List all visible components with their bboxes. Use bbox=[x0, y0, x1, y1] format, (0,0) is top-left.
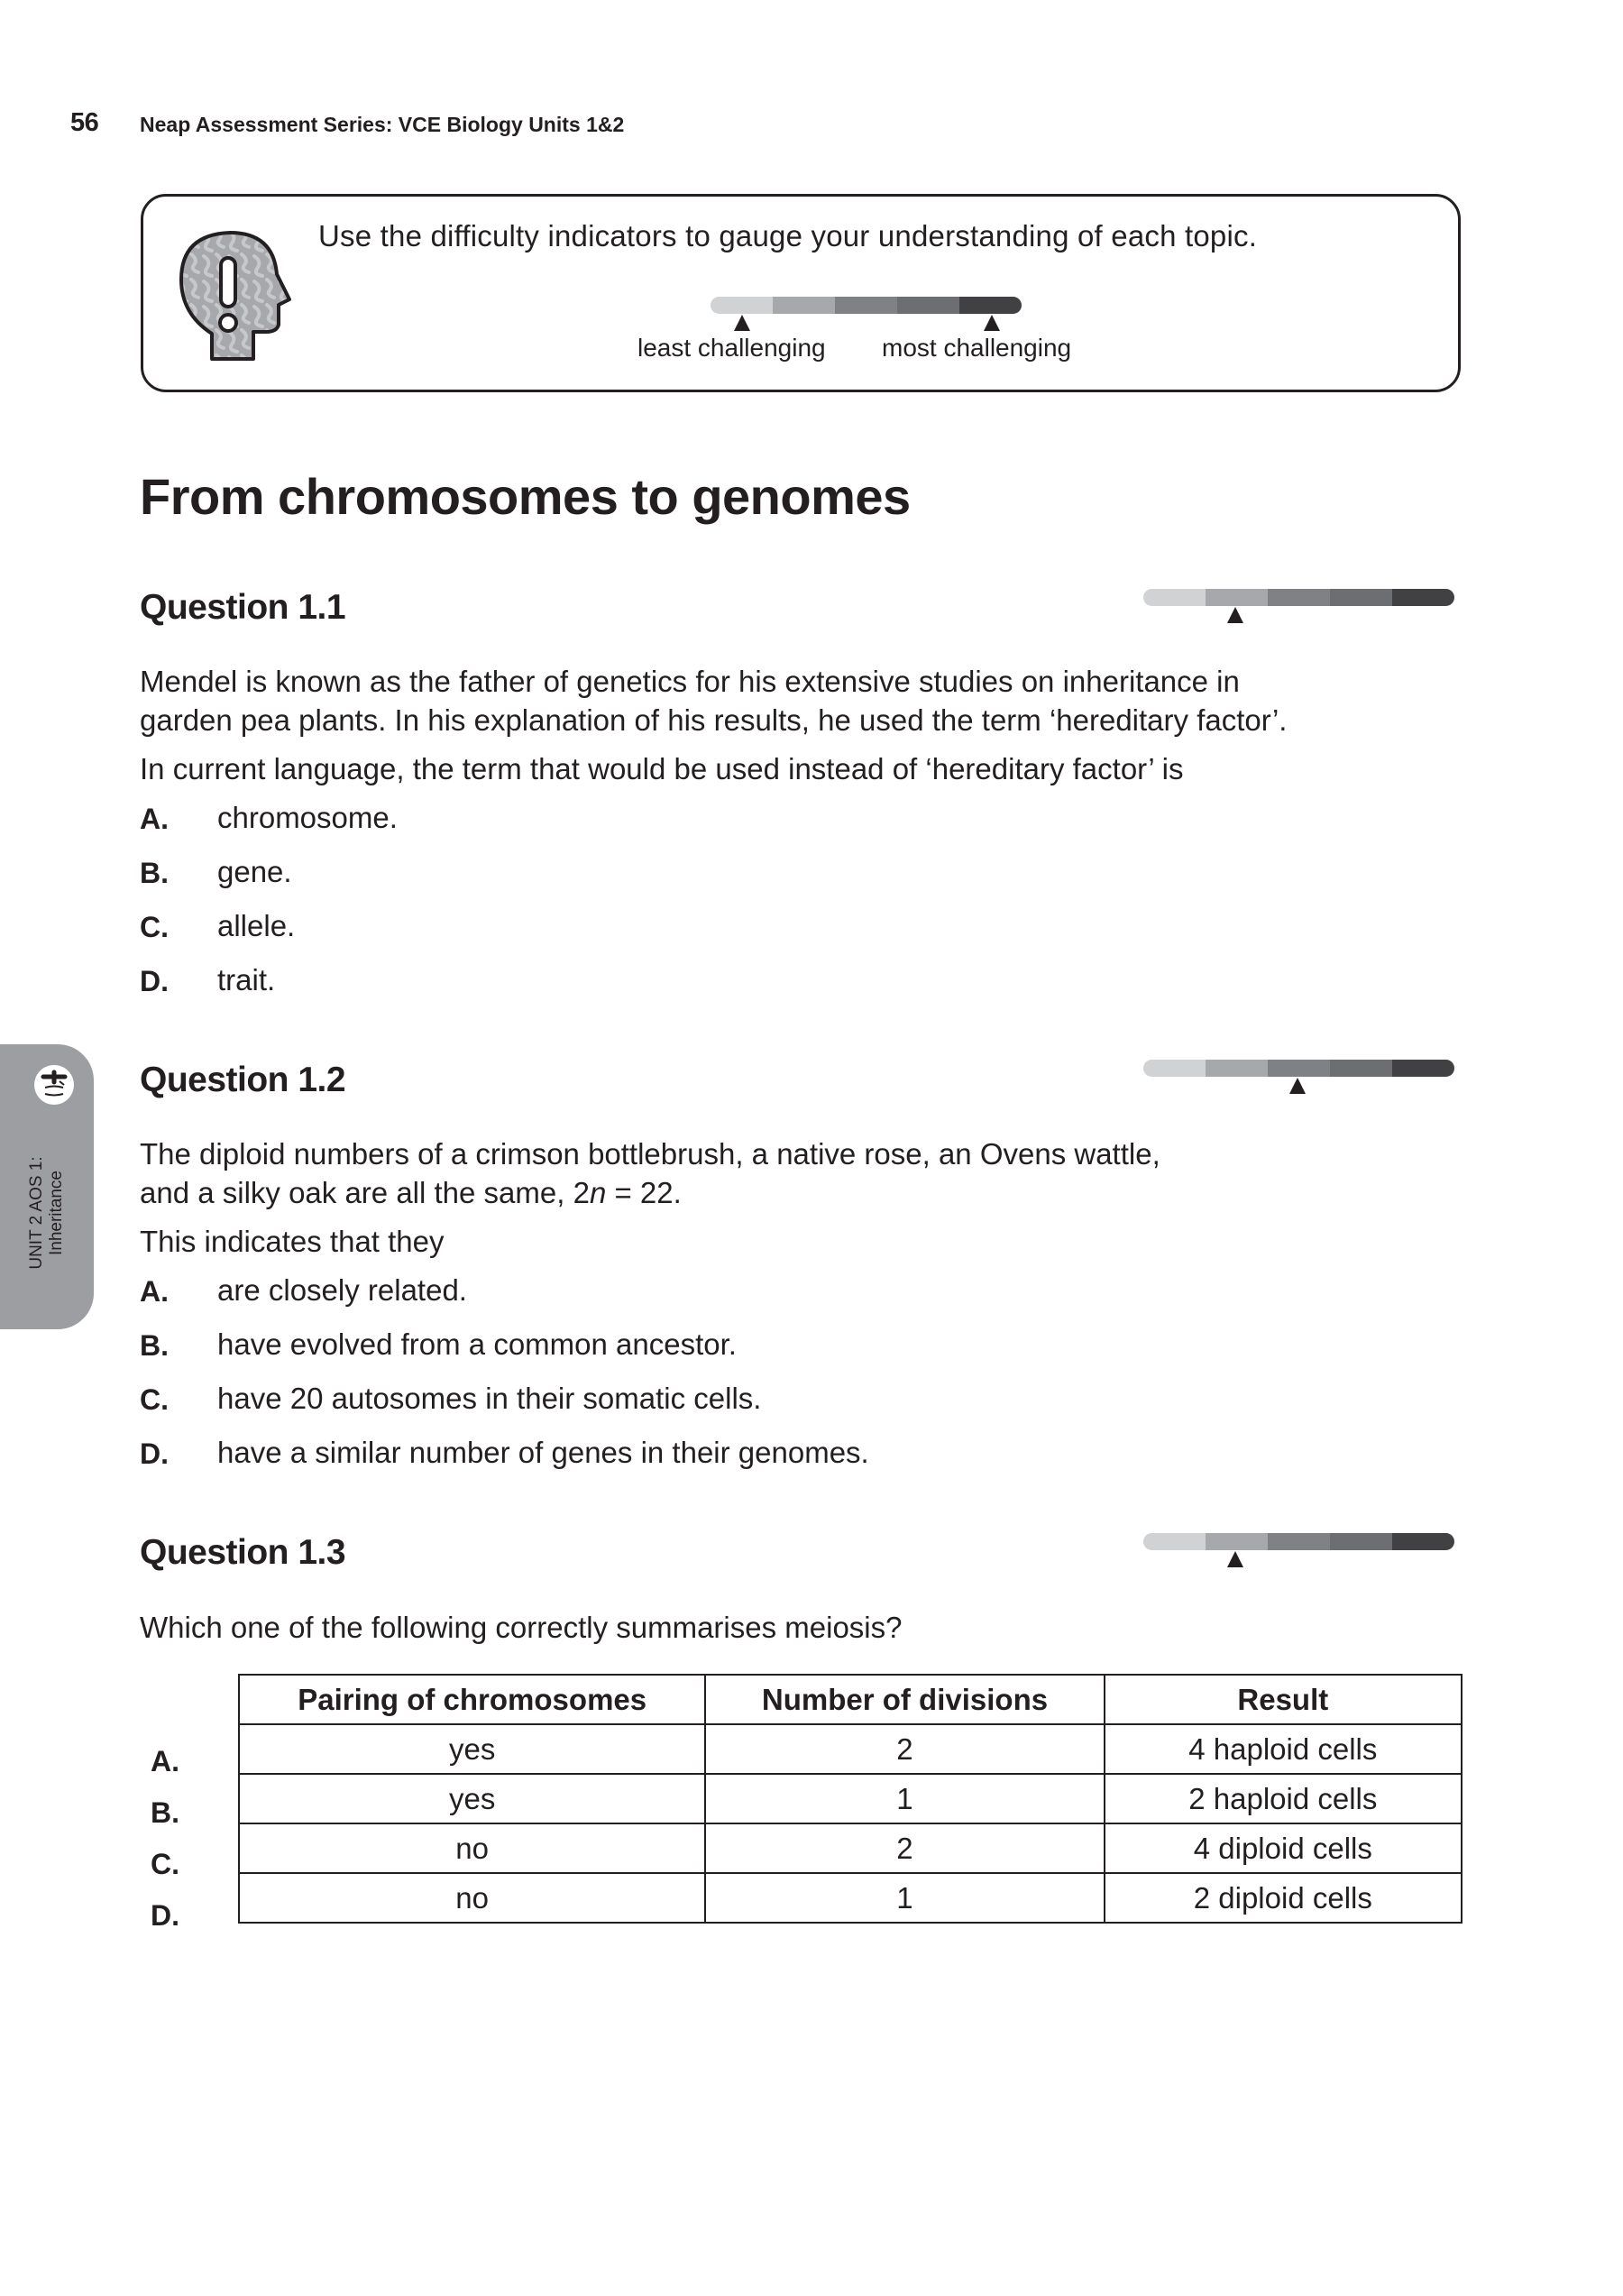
head-exclamation-icon bbox=[176, 227, 293, 361]
difficulty-arrow-icon bbox=[1227, 607, 1243, 623]
cell-divisions: 1 bbox=[705, 1873, 1104, 1923]
difficulty-segment-4 bbox=[897, 297, 959, 314]
option-b[interactable]: gene. bbox=[217, 855, 292, 888]
option-letter: A. bbox=[140, 1275, 169, 1308]
question-1-3-difficulty-bar bbox=[1143, 1533, 1454, 1550]
difficulty-segment-5 bbox=[959, 297, 1022, 314]
option-a[interactable]: chromosome. bbox=[217, 801, 398, 834]
stem-line: Mendel is known as the father of genetics for his extensive studies on inheritance in bbox=[140, 665, 1240, 698]
stem-line-2 bbox=[140, 1173, 1160, 1212]
difficulty-segment-4 bbox=[1330, 1060, 1392, 1077]
cell-divisions: 2 bbox=[705, 1724, 1104, 1774]
table-header-row bbox=[239, 1675, 1462, 1724]
cell-result: 2 haploid cells bbox=[1105, 1774, 1462, 1823]
least-arrow-icon bbox=[734, 315, 750, 331]
difficulty-segment-2 bbox=[1206, 1060, 1268, 1077]
header-divisions: Number of divisions bbox=[705, 1675, 1104, 1724]
table-row[interactable] bbox=[239, 1774, 1462, 1823]
question-1-1-prompt: In current language, the term that would be used instead of ‘hereditary factor’ is bbox=[140, 752, 1184, 785]
page-number: 56 bbox=[70, 108, 99, 137]
difficulty-arrow-icon bbox=[1289, 1078, 1306, 1094]
cell-divisions: 2 bbox=[705, 1823, 1104, 1873]
row-letter-c: C. bbox=[151, 1848, 179, 1880]
option-letter: C. bbox=[140, 1383, 169, 1416]
difficulty-segment-4 bbox=[1330, 589, 1392, 606]
option-letter: B. bbox=[140, 1329, 169, 1362]
difficulty-segment-3 bbox=[1268, 589, 1330, 606]
option-letter: C. bbox=[140, 911, 169, 943]
meiosis-options-table bbox=[238, 1674, 1463, 1924]
cell-result: 4 haploid cells bbox=[1105, 1724, 1462, 1774]
stem-text: and a silky oak are all the same, 2 bbox=[140, 1176, 590, 1209]
most-arrow-icon bbox=[984, 315, 1000, 331]
difficulty-segment-5 bbox=[1392, 1060, 1454, 1077]
option-c[interactable]: have 20 autosomes in their somatic cells. bbox=[217, 1382, 762, 1415]
option-letter: B. bbox=[140, 857, 169, 889]
difficulty-segment-1 bbox=[1143, 1533, 1206, 1550]
header-result: Result bbox=[1105, 1675, 1462, 1724]
difficulty-legend-bar bbox=[711, 297, 1022, 314]
cell-pairing: no bbox=[239, 1823, 705, 1873]
question-1-3-title: Question 1.3 bbox=[140, 1533, 346, 1572]
most-challenging-label: most challenging bbox=[882, 334, 1072, 362]
question-1-1-difficulty-bar bbox=[1143, 589, 1454, 606]
option-letter: D. bbox=[140, 1437, 169, 1470]
stem-italic-n: n bbox=[589, 1176, 607, 1209]
row-letter-d: D. bbox=[151, 1899, 179, 1932]
side-tab-label bbox=[0, 1145, 94, 1281]
difficulty-segment-3 bbox=[1268, 1533, 1330, 1550]
cell-result: 4 diploid cells bbox=[1105, 1823, 1462, 1873]
option-d[interactable]: trait. bbox=[217, 963, 276, 996]
difficulty-segment-1 bbox=[1143, 1060, 1206, 1077]
cell-pairing: yes bbox=[239, 1774, 705, 1823]
difficulty-segment-5 bbox=[1392, 1533, 1454, 1550]
question-1-2-title: Question 1.2 bbox=[140, 1061, 346, 1099]
table-row[interactable] bbox=[239, 1724, 1462, 1774]
option-letter: A. bbox=[140, 803, 169, 835]
option-b[interactable]: have evolved from a common ancestor. bbox=[217, 1327, 737, 1361]
cell-pairing: no bbox=[239, 1873, 705, 1923]
difficulty-segment-5 bbox=[1392, 589, 1454, 606]
question-1-2-difficulty-bar bbox=[1143, 1060, 1454, 1077]
option-a[interactable]: are closely related. bbox=[217, 1273, 467, 1307]
question-1-1-title: Question 1.1 bbox=[140, 588, 346, 627]
running-title: Neap Assessment Series: VCE Biology Units 1&2 bbox=[140, 113, 625, 136]
difficulty-segment-1 bbox=[711, 297, 773, 314]
table-row[interactable] bbox=[239, 1823, 1462, 1873]
stem-line: garden pea plants. In his explanation of his results, he used the term ‘hereditary factor’. bbox=[140, 703, 1288, 737]
cell-pairing: yes bbox=[239, 1724, 705, 1774]
table-row[interactable] bbox=[239, 1873, 1462, 1923]
side-tab-topic: Inheritance bbox=[47, 1171, 66, 1256]
intro-text: Use the difficulty indicators to gauge your understanding of each topic. bbox=[318, 219, 1258, 253]
difficulty-segment-3 bbox=[1268, 1060, 1330, 1077]
option-d[interactable]: have a similar number of genes in their genomes. bbox=[217, 1436, 869, 1469]
row-letter-a: A. bbox=[151, 1745, 179, 1777]
question-1-3-prompt: Which one of the following correctly summarises meiosis? bbox=[140, 1611, 903, 1644]
difficulty-segment-4 bbox=[1330, 1533, 1392, 1550]
header-pairing: Pairing of chromosomes bbox=[239, 1675, 705, 1724]
difficulty-segment-2 bbox=[773, 297, 835, 314]
difficulty-segment-2 bbox=[1206, 589, 1268, 606]
side-tab-unit: UNIT 2 AOS 1: bbox=[27, 1156, 46, 1270]
chromosome-icon bbox=[34, 1065, 74, 1105]
question-1-2-prompt: This indicates that they bbox=[140, 1225, 445, 1258]
stem-tail: = 22. bbox=[606, 1176, 682, 1209]
section-title: From chromosomes to genomes bbox=[140, 468, 911, 525]
difficulty-segment-2 bbox=[1206, 1533, 1268, 1550]
least-challenging-label: least challenging bbox=[637, 334, 826, 362]
difficulty-arrow-icon bbox=[1227, 1551, 1243, 1567]
option-letter: D. bbox=[140, 965, 169, 997]
cell-result: 2 diploid cells bbox=[1105, 1873, 1462, 1923]
question-1-2-stem bbox=[140, 1134, 1160, 1212]
question-1-1-stem bbox=[140, 662, 1287, 739]
option-c[interactable]: allele. bbox=[217, 909, 296, 942]
cell-divisions: 1 bbox=[705, 1774, 1104, 1823]
stem-line: The diploid numbers of a crimson bottlebrush, a native rose, an Ovens wattle, bbox=[140, 1137, 1160, 1171]
difficulty-segment-1 bbox=[1143, 589, 1206, 606]
difficulty-segment-3 bbox=[835, 297, 897, 314]
row-letter-b: B. bbox=[151, 1796, 179, 1829]
